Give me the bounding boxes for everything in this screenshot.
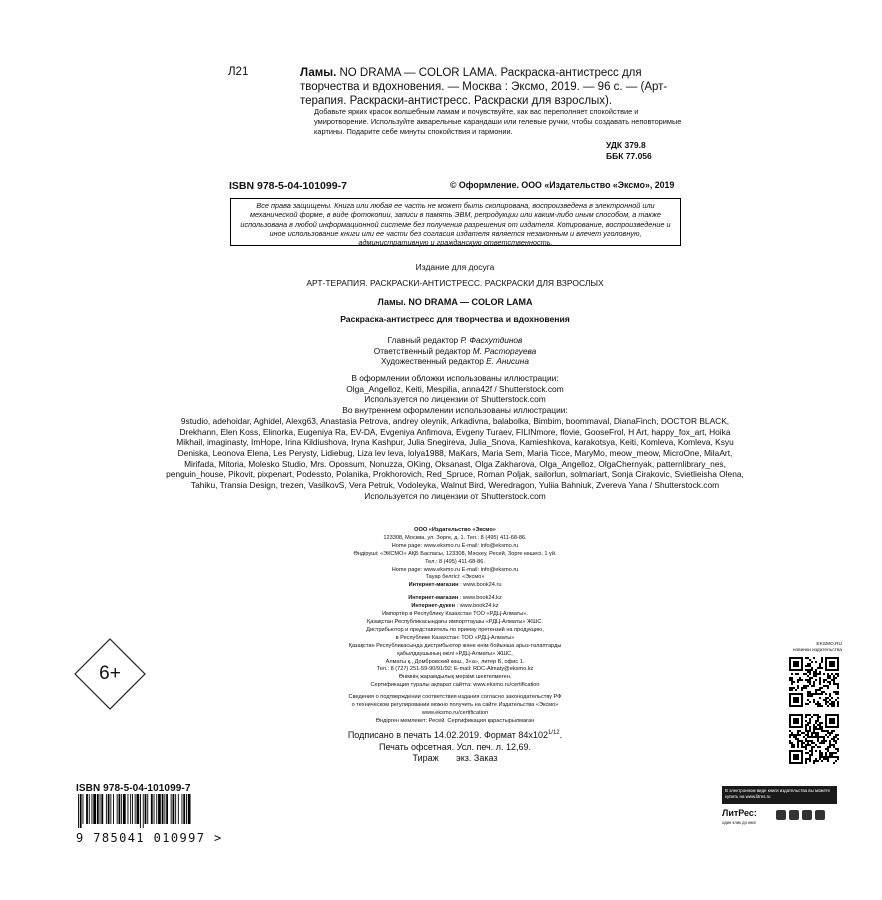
conformity-2: о техническом регулировании можно получить на сайте Издательства «Эксмо» [351,702,559,709]
print-line-3: Тираж экз. Заказ [412,753,498,763]
copyright: © Оформление. ООО «Издательство «Эксмо», 2019 [450,180,675,190]
barcode [76,783,226,845]
editor-role: Ответственный редактор [373,345,471,356]
shop-url: : www.book24.kz [458,595,502,602]
litres-tagline: один клик до книг [722,820,757,825]
importer-kz: Қазақстан Республикасындағы импорттаушы «РДЦ-Алматы» ЖШС. [367,618,543,625]
cover-illus-list: Olga_Angelloz, Keiti, Mespilia, anna42f / Shutterstock.com [346,383,564,394]
editor-role: Художественный редактор [381,356,484,366]
print-info [300,728,610,765]
shop-kz [295,595,615,603]
distributor-2: в Республике Казахстан: ТОО «РДЦ-Алматы» [395,634,515,641]
shop-label: Интернет-дүкен [411,603,456,610]
barcode-bars-icon [76,794,194,828]
age-rating-badge [74,638,146,710]
almaty-address: Алматы қ., Домбровский көш., 3«а», литер Б, офис 1. [385,658,525,665]
publisher-web: Home page: www.eksmo.ru E-mail: info@eksmo.ru [391,542,519,549]
responsible-editor [230,346,680,357]
inner-license: Используется по лицензии от Shutterstock.com [364,490,546,501]
shop-url: : www.book24.kz [455,603,499,610]
shelf-life: Өнімнің жарамдылық мерзімі шектелмеген. [398,674,512,681]
bbk-code: ББК 77.056 [606,151,652,161]
editor-name: Е. Анисина [486,356,529,366]
print-signed: Подписано в печать 14.02.2019. Формат 84x102 [347,730,548,740]
distributor-kz-2: қабылдаушының өкілі «РДЦ-Алматы» ЖШС, [397,650,513,657]
publisher-kz-maker: Өндіруші: «ЭКСМО» АҚБ Баспасы, 123308, Мәскеу, Ресей, Зорге көшесі, 1 үй. [353,550,557,557]
chief-editor [230,335,680,346]
annotation: Добавьте ярких красок волшебным ламам и почувствуйте, как вас переполняет спокойствие и умиротворение. Используйте акварельные карандаши или гелевые ручки, чтобы создавать неповторимые картины. Подарите себе минуты спокойствия и гармонии. [314,107,682,136]
publisher-kz-tel: Тел.: 8 (495) 411-68-86. [425,558,485,565]
udk-code: УДК 379.8 [606,140,646,150]
editor-name: Р. Фасхутдинов [460,335,523,345]
shop-kz-kaz [295,603,615,611]
litres-logo: ЛитРес: [722,808,757,818]
publisher-name: ООО «Издательство «Эксмо» [414,527,496,533]
shop-label: Интернет-магазин [408,582,459,589]
inner-illus-list: 9studio, adehoidar, Aghidel, Alexg63, Anastasia Petrova, andrey oleynik, Arkadivna, balabolka, Bimbim, boommaval, DianaFinch, DOCTOR BLACK, Drekhann, Elen Koss, Elinorka, Eugeniya Ra, EV-DA, Evgeniya Anfimova, Evgeny Turaev, FILINmore, flovie, GooseFrol, H Art, happy_fox_art, Hoika Mikhail, imaginasty, ImHope, Irina Kildiushova, Iryna Kashpur, Julia Snegireva, Julia_Snova, Kamieshkova, karakotsya, Keiti, Komleva, Komleva, Ksyu Deniska, Leonova Elena, Les Perysty, Lidiebug, Liza lev leva, lolya1988, MaKars, Maria Sem, Maria Ticce, MaryMo, meow_meow, MicroOne, MilaArt, Mirifada, Mitoria, Molesko Studio, Mrs. Opossum, Nonuzza, OKing, Oksanast, Olga Zakharova, Olga_Angelloz, OlgaChernyak, patternlibrary_nes, penguin_house, Pikovit, pixpenart, Podessto, Polanika, Prokhorovich, Red_Spruce, Roman Poljak, sailorlun, solmariart, Sonja Cirakovic, Svietlieisha Olena, Tahiku, Transia Design, trezen, VasilkovS, Vera Petruk, Vodoleyka, Walnut Bird, Weredragon, Yuliia Bahniuk, Zvereva Yana / Shutterstock.com [166,415,744,491]
inner-illus-heading: Во внутреннем оформлении использованы иллюстрации: [342,405,568,416]
age-rating-text: 6+ [99,663,121,684]
shop-label: Интернет-магазин [408,595,459,602]
android-icon [789,810,799,820]
publisher-info [295,527,615,726]
shop-url: : www.book24.ru [458,582,502,589]
print-line-2: Печать офсетная. Усл. печ. л. 12,69. [379,741,531,752]
bibliographic-record [300,66,685,108]
publisher-kz-web: Home page: www.eksmo.ru E-mail: info@eksmo.ru [391,566,519,573]
editor-name: М. Расторгуева [472,345,537,356]
origin-country: Өндірген мемлекет: Ресей. Сертификация қарастырылмаған [375,717,535,724]
barcode-isbn: ISBN 978-5-04-101099-7 [76,783,191,794]
barcode-digits: 9 785041 010997 > [76,831,223,845]
book-title: Ламы. NO DRAMA — COLOR LAMA [377,297,533,307]
qr-label: EKSMO.RU новинки издательства [792,642,842,653]
qr-code-icon[interactable] [789,714,839,764]
play-icon [802,810,812,820]
library-code: Л21 [228,66,249,78]
book-subtitle: Раскраска-антистресс для творчества и вдохновения [340,314,570,324]
shop-ru [295,582,615,590]
conformity-3: www.eksmo.ru/certification [421,709,489,716]
app-store-icons [776,810,825,820]
format-fraction: 1/12 [547,730,560,736]
leisure-edition: Издание для досуга [415,262,495,272]
qr-code-icon[interactable] [789,657,839,707]
importer: Импортёр в Республику Казахстан ТОО «РДЦ-Алматы». [382,611,528,618]
citation: NO DRAMA — COLOR LAMA. Раскраска-антистресс для творчества и вдохновения. — Москва : Эксмо, 2019. — 96 с. — (Арт-терапия. Раскраски-антистресс. Раскраски для взрослых). [300,67,668,107]
illustration-credits [165,373,745,501]
conformity: Сведения о подтверждении соответствия издания согласно законодательству РФ [348,694,562,701]
rights-notice: Все права защищены. Книга или любая ее часть не может быть скопирована, воспроизведена в электронной или механической форме, в виде фотокопии, записи в память ЭВМ, репродукции или каким-либо иным способом, а также использована в любой информационной системе без получения разрешения от издателя. Копирование, воспроизведение и иное использование книги или ее части без согласия издателя является незаконным и влечет уголовную, административную и гражданскую ответственность. [230,198,681,246]
distributor-kz: Қазақстан Республикасында дистрибьютор және өнім бойынша арыз-талаптарды [348,642,562,649]
certification-kz: Сертификация туралы ақпарат сайтта: www.eksmo.ru/certification [370,682,540,689]
litres-banner: В электронном виде книги издательства вы можете купить на www.litres.ru [722,786,837,804]
editors-list [230,335,680,367]
cover-illus-heading: В оформлении обложки использованы иллюстрации: [351,373,559,383]
distributor: Дистрибьютор и представитель по приему претензий на продукцию, [366,626,544,633]
series-title: АРТ-ТЕРАПИЯ. РАСКРАСКИ-АНТИСТРЕСС. РАСКРАСКИ ДЛЯ ВЗРОСЛЫХ [306,278,604,288]
classification-codes [606,140,652,162]
art-editor [230,356,680,367]
isbn: ISBN 978-5-04-101099-7 [229,180,347,192]
publisher-address: 123308, Москва, ул. Зорге, д. 1. Тел.: 8 (495) 411-68-86. [383,534,527,541]
apple-icon [776,810,786,820]
publisher-kz-mark: Тауар белгісі: «Эксмо» [425,574,485,581]
cover-license: Используется по лицензии от Shutterstock.com [364,394,546,405]
editor-role: Главный редактор [387,335,459,345]
book-title-bold: Ламы. [300,67,337,79]
almaty-tel: Тел.: 8 (727) 251-59-90/91/92; E-mail: RDC-Almaty@eksmo.kz [376,666,534,673]
windows-icon [815,810,825,820]
print-line-1: Подписано в печать 14.02.2019. Формат $84x102^{1/12}$. [347,730,563,740]
